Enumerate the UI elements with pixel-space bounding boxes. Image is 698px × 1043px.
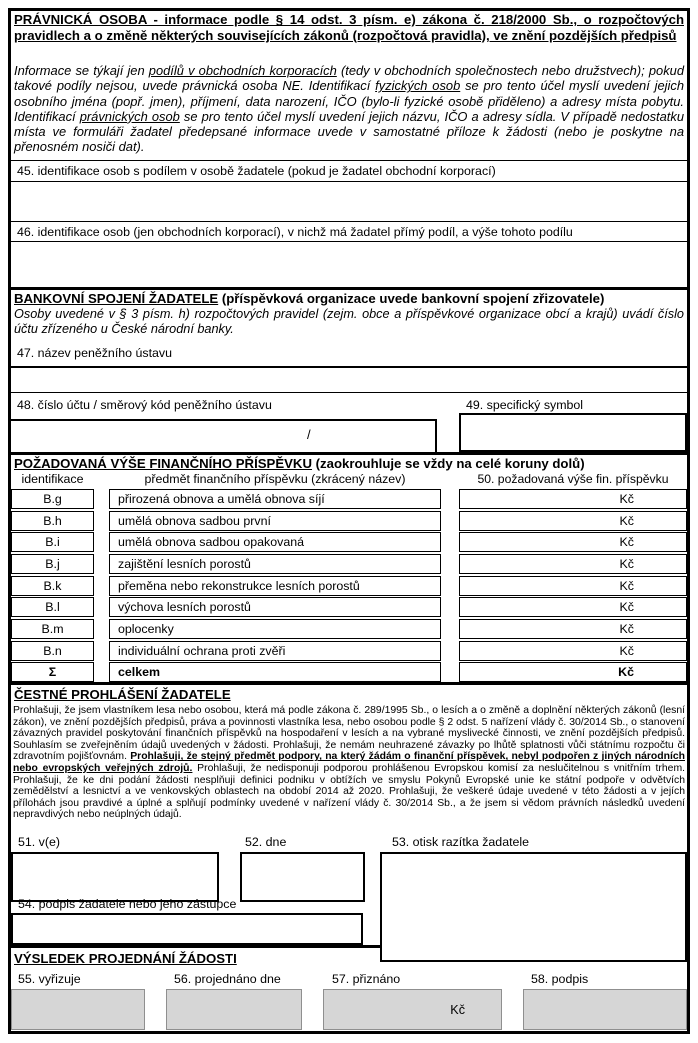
contribution-section-heading bbox=[14, 456, 585, 471]
row-code-cell: B.l bbox=[11, 597, 94, 617]
row-amount-cell[interactable] bbox=[459, 641, 687, 661]
contribution-row bbox=[11, 597, 687, 617]
currency-label: Kč bbox=[619, 599, 634, 614]
field-56-input[interactable] bbox=[166, 989, 302, 1030]
account-number-separator: / bbox=[307, 427, 311, 442]
contribution-total-row bbox=[11, 662, 687, 682]
contribution-row bbox=[11, 576, 687, 596]
intro-paragraph bbox=[14, 63, 684, 155]
contribution-row bbox=[11, 554, 687, 574]
currency-label: Kč bbox=[450, 1002, 465, 1017]
form-title: PRÁVNICKÁ OSOBA - informace podle § 14 odst. 3 písm. e) zákona č. 218/2000 Sb., o rozpočtových pravidlech a o změně některých souvisejících zákonů (rozpočtová pravidla), ve znění pozdějších předpisů bbox=[14, 12, 684, 43]
bank-note: Osoby uvedené v § 3 písm. h) rozpočtových pravidel (zejm. obce a příspěvkové organizace obcí a krajů) uvádí číslo účtu zřízeného u České národní banky. bbox=[14, 307, 684, 336]
intro-segment-underlined: podílů v obchodních korporacích bbox=[148, 63, 337, 78]
column-header-amount: 50. požadovaná výše fin. příspěvku bbox=[477, 472, 669, 486]
currency-label: Kč bbox=[619, 643, 634, 658]
row-amount-cell[interactable] bbox=[459, 511, 687, 531]
currency-label: Kč bbox=[619, 556, 634, 571]
field-46-label bbox=[11, 221, 687, 242]
field-46-label-text: 46. identifikace osob (jen obchodních korporací), v nichž má žadatel přímý podíl, a výše tohoto podílu bbox=[17, 224, 573, 239]
intro-segment-underlined: fyzických osob bbox=[375, 78, 461, 94]
bank-heading-rest: (příspěvková organizace uvede bankovní spojení zřizovatele) bbox=[218, 291, 605, 306]
row-amount-cell[interactable] bbox=[459, 662, 687, 682]
field-49-input[interactable] bbox=[459, 413, 687, 452]
contribution-heading-underlined: POŽADOVANÁ VÝŠE FINANČNÍHO PŘÍSPĚVKU bbox=[14, 456, 312, 471]
row-amount-cell[interactable] bbox=[459, 597, 687, 617]
field-52-input[interactable] bbox=[240, 852, 365, 902]
contribution-row bbox=[11, 641, 687, 661]
result-heading: VÝSLEDEK PROJEDNÁNÍ ŽÁDOSTI bbox=[14, 951, 237, 966]
declaration-segment: Prohlašuji, že jsem vlastníkem lesa nebo osobou, která má podle zákona č. 289/1995 Sb., o lesích a o změně a doplnění některých zákonů (lesní zákon), ve znění pozdějších předpisů, práva a povinnosti vlastníka lesa, nebo osobou podle § 2 odst. 5 nařízení vlády č. 30/2014 Sb., o stanovení závazných pravidel poskytování finančních příspěvků na hospodaření v lesích a na vybrané myslivecké činnosti, ve znění pozdějších předpisů. Souhlasím se zveřejněním údajů uvedených v žádosti. Prohlašuji, že nemám neuhrazené závazky po lhůtě splatnosti vůči státnímu rozpočtu či zdravotním pojišťovnám. bbox=[13, 705, 685, 763]
field-54-input[interactable] bbox=[11, 913, 363, 945]
intro-segment: Informace se týkají jen bbox=[14, 63, 149, 78]
section-divider bbox=[11, 682, 687, 685]
field-45-label bbox=[11, 160, 687, 182]
section-divider bbox=[11, 287, 687, 290]
field-45-input[interactable] bbox=[11, 182, 687, 221]
row-code-cell: Σ bbox=[11, 662, 94, 682]
row-code-cell: B.m bbox=[11, 619, 94, 639]
field-55-input[interactable] bbox=[11, 989, 145, 1030]
row-subject-cell: oplocenky bbox=[109, 619, 441, 639]
contribution-row bbox=[11, 489, 687, 509]
bank-section-heading bbox=[14, 291, 604, 306]
row-code-cell: B.j bbox=[11, 554, 94, 574]
intro-segment: se pro tento účel myslí uvedení jejich názvu, IČO a adresy sídla. V případě nedostatku místa ve formuláři žadatel předepsané informace uvede v samostatné příloze k žádosti (nebo je poskytne na přenosném nosiči dat). bbox=[14, 108, 684, 155]
row-code-cell: B.h bbox=[11, 511, 94, 531]
row-code-cell: B.i bbox=[11, 532, 94, 552]
row-subject-cell: individuální ochrana proti zvěři bbox=[109, 641, 441, 661]
field-47-label: 47. název peněžního ústavu bbox=[17, 346, 172, 360]
row-amount-cell[interactable] bbox=[459, 489, 687, 509]
field-55-label: 55. vyřizuje bbox=[18, 972, 81, 986]
contribution-row bbox=[11, 619, 687, 639]
field-58-input[interactable] bbox=[523, 989, 687, 1030]
field-56-label: 56. projednáno dne bbox=[174, 972, 281, 986]
declaration-paragraph bbox=[13, 705, 685, 821]
row-code-cell: B.g bbox=[11, 489, 94, 509]
currency-label: Kč bbox=[618, 664, 634, 679]
column-header-id: identifikace bbox=[21, 472, 84, 486]
intro-segment-underlined: právnických osob bbox=[79, 108, 180, 124]
field-47-input[interactable] bbox=[11, 367, 687, 393]
row-amount-cell[interactable] bbox=[459, 554, 687, 574]
field-53-label: 53. otisk razítka žadatele bbox=[392, 835, 530, 849]
field-53-stamp-area[interactable] bbox=[380, 852, 687, 962]
field-57-input[interactable] bbox=[323, 989, 502, 1030]
row-subject-cell: umělá obnova sadbou opakovaná bbox=[109, 532, 441, 552]
form-border bbox=[8, 8, 690, 1034]
contribution-row bbox=[11, 511, 687, 531]
field-45-label-text: 45. identifikace osob s podílem v osobě žadatele (pokud je žadatel obchodní korporací) bbox=[17, 164, 496, 178]
contribution-heading-rest: (zaokrouhluje se vždy na celé koruny dolů) bbox=[311, 456, 585, 471]
field-51-input[interactable] bbox=[11, 852, 219, 902]
field-49-label: 49. specifický symbol bbox=[466, 398, 584, 412]
field-52-label: 52. dne bbox=[245, 835, 287, 849]
currency-label: Kč bbox=[619, 513, 634, 528]
intro-segment: se pro tento účel myslí uvedení jejich osobního jména (popř. jmen), příjmení, data narození, IČO (bylo-li fyzické osobě přiděleno) a adresy místa pobytu. Identifikací bbox=[14, 78, 684, 124]
currency-label: Kč bbox=[619, 578, 634, 593]
field-51-label: 51. v(e) bbox=[18, 835, 61, 849]
currency-label: Kč bbox=[619, 534, 634, 549]
field-57-label: 57. přiznáno bbox=[332, 972, 401, 986]
intro-segment: (tedy v obchodních společnostech nebo družstvech); pokud takové podíly nejsou, uvede právnická osoba NE. Identifikací bbox=[14, 63, 684, 94]
column-header-subject: předmět finančního příspěvku (zkrácený název) bbox=[144, 472, 406, 486]
row-amount-cell[interactable] bbox=[459, 532, 687, 552]
bank-heading-underlined: BANKOVNÍ SPOJENÍ ŽADATELE bbox=[14, 291, 219, 306]
declaration-heading: ČESTNÉ PROHLÁŠENÍ ŽADATELE bbox=[14, 687, 231, 702]
field-54-label: 54. podpis žadatele nebo jeho zástupce bbox=[18, 897, 237, 911]
field-48-input[interactable] bbox=[11, 419, 437, 452]
field-58-label: 58. podpis bbox=[531, 972, 589, 986]
field-46-input[interactable] bbox=[11, 242, 687, 287]
declaration-segment-emphasized: Prohlašuji, že stejný předmět podpory, na který žádám o finanční příspěvek, nebyl podpořen z jiných národních nebo evropských veřejných zdrojů. bbox=[13, 751, 685, 774]
row-subject-cell: zajištění lesních porostů bbox=[109, 554, 441, 574]
section-divider bbox=[11, 452, 687, 455]
currency-label: Kč bbox=[619, 491, 634, 506]
row-amount-cell[interactable] bbox=[459, 619, 687, 639]
row-amount-cell[interactable] bbox=[459, 576, 687, 596]
row-subject-cell: přirozená obnova a umělá obnova síjí bbox=[109, 489, 441, 509]
currency-label: Kč bbox=[619, 621, 634, 636]
row-code-cell: B.n bbox=[11, 641, 94, 661]
declaration-segment: Prohlašuji, že nedisponuji podporou prohlášenou Evropskou komisí za neslučitelnou s vnitřním trhem. Prohlašuji, že ke dni podání žádosti nesplňuji definici podniku v obtížích ve smyslu Pokynů Evropské unie ke státní podpoře v odvětvích zemědělství a lesnictví a ve venkovských oblastech na období 2014 až 2020. Prohlašuji, že veškeré údaje uvedené v této žádosti a v jejích přílohách jsou pravdivé a úplné a splňují podmínky uvedené v nařízení vlády č. 30/2014 Sb., a že jsem si vědom právních následků uvedení nepravdivých nebo neúplných údajů. bbox=[13, 762, 685, 821]
contribution-row bbox=[11, 532, 687, 552]
row-subject-cell: přeměna nebo rekonstrukce lesních porostů bbox=[109, 576, 441, 596]
row-subject-cell: celkem bbox=[109, 662, 441, 682]
row-subject-cell: výchova lesních porostů bbox=[109, 597, 441, 617]
field-48-label: 48. číslo účtu / směrový kód peněžního ústavu bbox=[17, 398, 272, 412]
row-subject-cell: umělá obnova sadbou první bbox=[109, 511, 441, 531]
row-code-cell: B.k bbox=[11, 576, 94, 596]
